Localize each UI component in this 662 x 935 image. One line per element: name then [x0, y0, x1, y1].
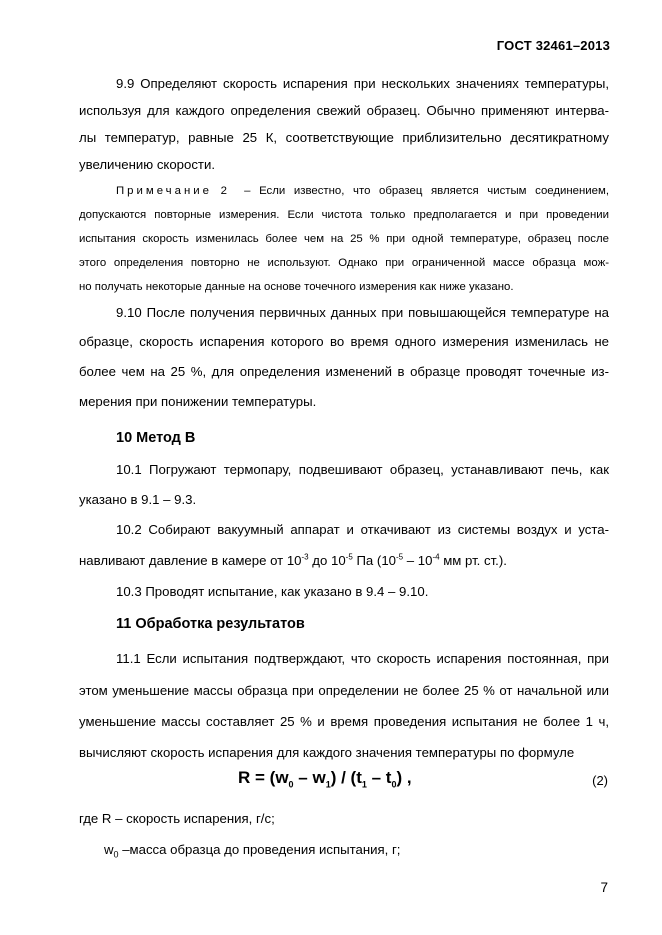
paragraph-9-9-line: используя для каждого определения свежий образец. Обычно применяют интерва- [79, 103, 609, 118]
paragraph-10-2-line: навливают давление в камере от $10^{-3}$ до $10^{-5}$ Па ($10^{-5} - 10^{-4}$ мм рт. ст.). [79, 552, 507, 568]
paragraph-11-1-line: уменьшение массы составляет 25 % и время проведения испытания не более 1 ч, [79, 714, 609, 729]
paragraph-9-9-line: 9.9 Определяют скорость испарения при нескольких значениях температуры, [116, 76, 609, 91]
section-11-heading: 11 Обработка результатов [116, 616, 305, 632]
paragraph-9-10-line: 9.10 После получения первичных данных при повышающейся температуре на [116, 305, 609, 320]
paragraph-10-1-line: 10.1 Погружают термопару, подвешивают образец, устанавливают печь, как [116, 462, 609, 477]
paragraph-11-1-line: 11.1 Если испытания подтверждают, что скорость испарения постоянная, при [116, 651, 609, 666]
paragraph-10-3: 10.3 Проводят испытание, как указано в 9.4 – 9.10. [116, 584, 429, 599]
paragraph-9-10-line: более чем на 25 %, для определения изменений в образце проводят точечные из- [79, 364, 609, 379]
note-number: 2 [220, 185, 227, 197]
section-10-heading: 10 Метод В [116, 430, 196, 446]
paragraph-9-10-line: образце, скорость испарения которого во время одного измерения изменилась не [79, 334, 609, 349]
note-label: Примечание [116, 185, 212, 197]
standard-header: ГОСТ 32461–2013 [496, 38, 610, 53]
paragraph-11-1-line: этом уменьшение массы образца при определении не более 25 % от начальной или [79, 683, 609, 698]
page-number: 7 [600, 880, 608, 895]
note-2-line: этого определения повторно не используют. Однако при ограниченной массе образца мож- [79, 257, 609, 269]
paragraph-10-2-line: 10.2 Собирают вакуумный аппарат и откачивают из системы воздух и уста- [116, 522, 609, 537]
evaporation-rate-formula: $R = (w_0 - w_1) / (t_1 - t_0)$ , [238, 768, 412, 790]
note-text: – Если известно, что образец является чистым соединением, [244, 185, 609, 197]
where-w0-line: $w_0$ –масса образца до проведения испытания, г; [104, 842, 401, 860]
note-2-line: допускаются повторные измерения. Если чистота только предполагается и при проведении [79, 209, 609, 221]
paragraph-9-9-line: увеличению скорости. [79, 157, 215, 172]
paragraph-10-1-line: указано в 9.1 – 9.3. [79, 492, 197, 507]
paragraph-9-9-line: лы температур, равные 25 К, соответствующие приблизительно десятикратному [79, 130, 609, 145]
paragraph-11-1-line: вычисляют скорость испарения для каждого значения температуры по формуле [79, 745, 575, 760]
where-line: где R – скорость испарения, г/с; [79, 811, 275, 826]
formula-number: (2) [592, 773, 608, 788]
paragraph-9-10-line: мерения при понижении температуры. [79, 394, 317, 409]
note-2-line [116, 185, 609, 197]
note-2-line: испытания скорость изменилась более чем на 25 % при одной температуре, образец после [79, 233, 609, 245]
note-2-line: но получать некоторые данные на основе точечного измерения как ниже указано. [79, 281, 514, 293]
